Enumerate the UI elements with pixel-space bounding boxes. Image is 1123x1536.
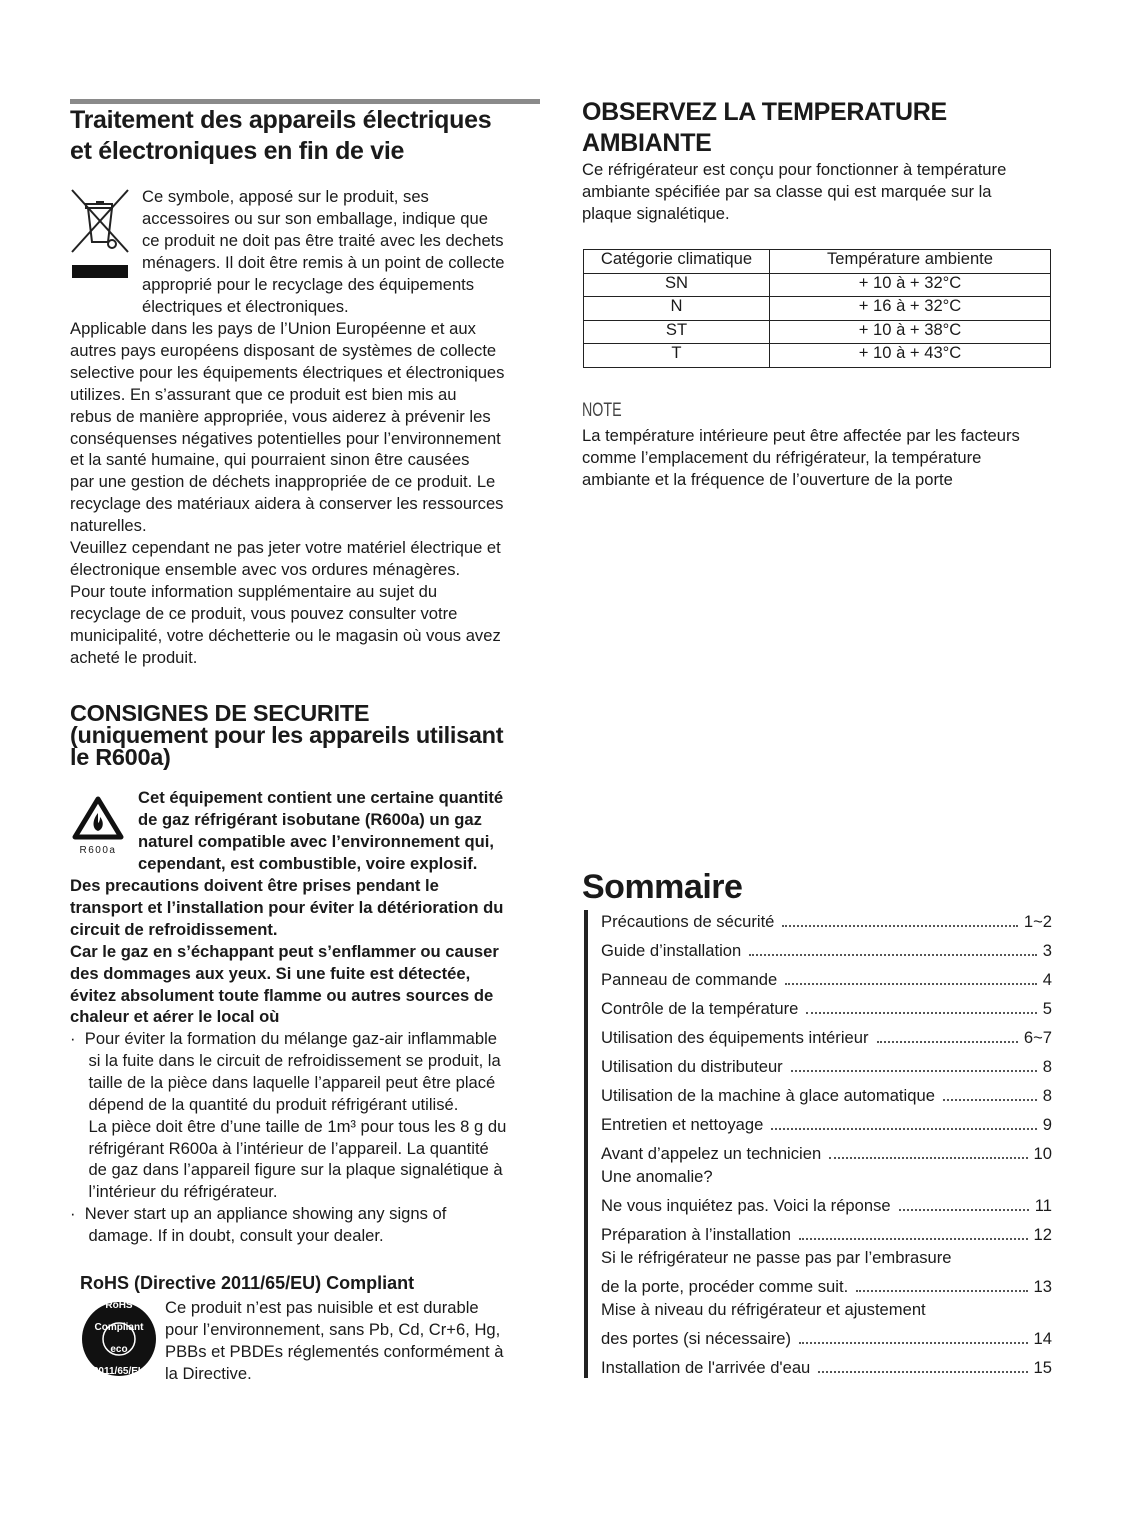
table-row bbox=[584, 273, 1051, 297]
text-line: La température intérieure peut être affectée par les facteurs bbox=[582, 426, 1020, 445]
toc-entry-title: Mise à niveau du réfrigérateur et ajustement bbox=[601, 1300, 926, 1319]
text-line: ambiante et la fréquence de l’ouverture de la porte bbox=[582, 469, 953, 489]
text-line: Des precautions doivent être prises pendant le bbox=[70, 876, 439, 895]
table-cell: SN bbox=[584, 273, 770, 297]
text-line: si la fuite dans le circuit de refroidissement se produit, la bbox=[70, 1050, 501, 1070]
table-cell: + 10 à + 38°C bbox=[770, 320, 1051, 344]
toc-entry-title: de la porte, procéder comme suit. bbox=[601, 1277, 849, 1296]
text-line: et la santé humaine, qui pourraient sinon être causées bbox=[70, 450, 470, 470]
toc-entry[interactable] bbox=[601, 1245, 1052, 1297]
weee-symbol-text bbox=[142, 186, 505, 317]
toc-page-number: 5 bbox=[1042, 999, 1052, 1018]
toc-entry-title: Panneau de commande bbox=[601, 970, 778, 989]
text-line: Traitement des appareils électriques bbox=[70, 106, 492, 134]
toc-entry[interactable] bbox=[601, 1164, 1052, 1216]
text-line: comme l’emplacement du réfrigérateur, la température bbox=[582, 447, 982, 467]
toc-entry[interactable] bbox=[601, 961, 1052, 990]
table-header: Catégorie climatique bbox=[584, 250, 770, 274]
text-line: (uniquement pour les appareils utilisant bbox=[70, 722, 504, 748]
toc-page-number: 4 bbox=[1042, 970, 1052, 989]
text-line: · Never start up an appliance showing any signs of bbox=[70, 1204, 447, 1224]
table-cell: T bbox=[584, 344, 770, 368]
text-line: CONSIGNES DE SECURITE bbox=[70, 700, 370, 726]
text-line: taille de la pièce dans laquelle l’appareil peut être placé bbox=[70, 1072, 496, 1092]
toc-bar bbox=[584, 910, 588, 1378]
text-line: naturel compatible avec l’environnement qui, bbox=[138, 831, 494, 851]
text-line: Ce produit n’est pas nuisible et est durable bbox=[165, 1298, 479, 1317]
toc-entry-title: Utilisation de la machine à glace automatique bbox=[601, 1086, 935, 1105]
text-line: PBBs et PBDEs réglementés conformément à bbox=[165, 1341, 504, 1361]
text-line: transport et l’installation pour éviter la détérioration du bbox=[70, 897, 504, 917]
safety-warning-text bbox=[70, 875, 503, 1028]
text-line: Car le gaz en s’échappant peut s’enflammer ou causer bbox=[70, 941, 499, 961]
text-line: autres pays européens disposant de systèmes de collecte bbox=[70, 340, 497, 360]
text-line: réfrigérant R600a à l’intérieur de l’appareil. La quantité bbox=[70, 1138, 489, 1158]
text-line: recyclage des matériaux aidera à conserver les ressources bbox=[70, 494, 504, 514]
toc-entry-title: Si le réfrigérateur ne passe pas par l’embrasure bbox=[601, 1248, 952, 1267]
table-header-row bbox=[584, 250, 1051, 274]
toc-entry-line bbox=[601, 1187, 1052, 1216]
weee-title bbox=[70, 105, 491, 167]
rohs-title: RoHS (Directive 2011/65/EU) Compliant bbox=[80, 1273, 415, 1293]
text-line: chaleur et aérer le local où bbox=[70, 1007, 280, 1027]
text-line: Veuillez cependant ne pas jeter votre matériel électrique et bbox=[70, 538, 501, 558]
toc-entry[interactable] bbox=[601, 1297, 1052, 1349]
toc-entry[interactable] bbox=[601, 1349, 1052, 1378]
text-line: acheté le produit. bbox=[70, 647, 198, 667]
toc-entry[interactable] bbox=[601, 1077, 1052, 1106]
note-label: NOTE bbox=[582, 400, 622, 421]
rohs-badge-text: RoHS Compliant eco 2011/65/EU bbox=[92, 1300, 146, 1377]
dot-leader bbox=[877, 1041, 1018, 1043]
text-line: selective pour les équipements électriques et électroniques bbox=[70, 362, 505, 382]
text-line: naturelles. bbox=[70, 516, 147, 536]
text-line: évitez absolument toute flamme ou autres sources de bbox=[70, 985, 494, 1005]
toc-page-number: 15 bbox=[1033, 1358, 1052, 1377]
safety-bullets bbox=[70, 1028, 506, 1247]
toc-entry[interactable] bbox=[601, 932, 1052, 961]
toc-entry-title: Guide d’installation bbox=[601, 941, 742, 960]
toc-entry-line bbox=[601, 1320, 1052, 1349]
dot-leader bbox=[806, 1012, 1036, 1014]
dot-leader bbox=[799, 1342, 1028, 1344]
text-line: et électroniques en fin de vie bbox=[70, 137, 405, 165]
ambient-title bbox=[582, 97, 947, 159]
toc-entry-line bbox=[601, 1245, 1052, 1268]
flammable-warning-icon bbox=[72, 796, 124, 856]
text-line: le R600a) bbox=[70, 744, 171, 770]
text-line: l’intérieur du réfrigérateur. bbox=[70, 1182, 278, 1202]
text-line: AMBIANTE bbox=[582, 129, 712, 157]
text-line: approprié pour le recyclage des équipements bbox=[142, 274, 475, 294]
text-line: recyclage de ce produit, vous pouvez consulter votre bbox=[70, 603, 458, 623]
text-line: accessoires ou sur son emballage, indique que bbox=[142, 208, 488, 228]
section-divider bbox=[70, 99, 540, 104]
toc-entry-line bbox=[601, 1297, 1052, 1320]
toc-entry[interactable] bbox=[601, 1019, 1052, 1048]
r600a-label: R600a bbox=[79, 845, 117, 856]
safety-icon-text bbox=[138, 787, 503, 875]
table-cell: + 10 à + 32°C bbox=[770, 273, 1051, 297]
text-line: utilizes. En s’assurant que ce produit est bien mis au bbox=[70, 384, 457, 404]
text-line: ce produit ne doit pas être traité avec les dechets bbox=[142, 230, 504, 250]
text-line: Ce symbole, apposé sur le produit, ses bbox=[142, 187, 429, 206]
dot-leader bbox=[943, 1099, 1037, 1101]
table-cell: ST bbox=[584, 320, 770, 344]
ambient-intro bbox=[582, 159, 1006, 225]
text-line: pour l’environnement, sans Pb, Cd, Cr+6, Hg, bbox=[165, 1319, 501, 1339]
toc-page-number: 14 bbox=[1033, 1329, 1052, 1348]
toc-page-number: 1~2 bbox=[1023, 912, 1052, 931]
text-line: électronique ensemble avec vos ordures ménagères. bbox=[70, 559, 461, 579]
text-line: OBSERVEZ LA TEMPERATURE bbox=[582, 98, 947, 126]
text-line: Cet équipement contient une certaine quantité bbox=[138, 788, 504, 807]
toc-entry-title: Précautions de sécurité bbox=[601, 912, 775, 931]
dot-leader bbox=[829, 1157, 1027, 1159]
text-line: des dommages aux yeux. Si une fuite est détectée, bbox=[70, 963, 471, 983]
text-line: par une gestion de déchets inappropriée de ce produit. Le bbox=[70, 472, 496, 492]
toc-entry-title: Ne vous inquiétez pas. Voici la réponse bbox=[601, 1196, 891, 1215]
dot-leader bbox=[771, 1128, 1036, 1130]
ambient-note bbox=[582, 425, 1020, 491]
table-header: Température ambiente bbox=[770, 250, 1051, 274]
toc-entry-title: Entretien et nettoyage bbox=[601, 1115, 764, 1134]
toc-entry[interactable] bbox=[601, 903, 1052, 932]
table-of-contents bbox=[601, 903, 1052, 1378]
text-line: municipalité, votre déchetterie ou le magasin où vous avez bbox=[70, 625, 501, 645]
toc-entry[interactable] bbox=[601, 1048, 1052, 1077]
toc-entry-line bbox=[601, 1164, 1052, 1187]
toc-entry[interactable] bbox=[601, 1106, 1052, 1135]
toc-entry[interactable] bbox=[601, 1216, 1052, 1245]
table-row bbox=[584, 320, 1051, 344]
toc-entry-title: Une anomalie? bbox=[601, 1167, 713, 1186]
text-line: ménagers. Il doit être remis à un point de collecte bbox=[142, 252, 505, 272]
toc-page-number: 11 bbox=[1034, 1196, 1052, 1215]
text-line: damage. If in doubt, consult your dealer. bbox=[70, 1226, 384, 1246]
text-line: électriques et électroniques. bbox=[142, 296, 349, 316]
dot-leader bbox=[818, 1371, 1027, 1373]
rohs-compliant-badge bbox=[80, 1300, 158, 1378]
toc-page-number: 13 bbox=[1033, 1277, 1052, 1296]
toc-page-number: 8 bbox=[1042, 1086, 1052, 1105]
toc-page-number: 9 bbox=[1042, 1115, 1052, 1134]
text-line: La pièce doit être d’une taille de 1m³ pour tous les 8 g du bbox=[70, 1116, 507, 1136]
toc-entry-title: Contrôle de la température bbox=[601, 999, 799, 1018]
toc-entry[interactable] bbox=[601, 1135, 1052, 1164]
toc-page-number: 10 bbox=[1033, 1144, 1052, 1163]
text-line: Ce réfrigérateur est conçu pour fonctionner à température bbox=[582, 160, 1007, 179]
toc-entry-title: Utilisation du distributeur bbox=[601, 1057, 783, 1076]
toc-entry-title: Préparation à l’installation bbox=[601, 1225, 792, 1244]
text-line: Applicable dans les pays de l’Union Européenne et aux bbox=[70, 319, 476, 338]
weee-body bbox=[70, 318, 504, 669]
text-line: circuit de refroidissement. bbox=[70, 919, 278, 939]
toc-title: Sommaire bbox=[582, 868, 743, 906]
toc-page-number: 8 bbox=[1042, 1057, 1052, 1076]
text-line: de gaz réfrigérant isobutane (R600a) un gaz bbox=[138, 809, 482, 829]
dot-leader bbox=[899, 1209, 1029, 1211]
climate-class-table bbox=[583, 249, 1051, 368]
text-line: dépend de la quantité du produit réfrigérant utilisé. bbox=[70, 1094, 459, 1114]
toc-entry-line bbox=[601, 1268, 1052, 1297]
dot-leader bbox=[782, 925, 1017, 927]
text-line: Pour toute information supplémentaire au sujet du bbox=[70, 581, 438, 601]
text-line: · Pour éviter la formation du mélange gaz-air inflammable bbox=[70, 1029, 498, 1048]
table-cell: + 10 à + 43°C bbox=[770, 344, 1051, 368]
text-line: la Directive. bbox=[165, 1363, 252, 1383]
text-line: conséquenses négatives potentielles pour l’environnement bbox=[70, 428, 501, 448]
toc-page-number: 6~7 bbox=[1023, 1028, 1052, 1047]
toc-page-number: 12 bbox=[1033, 1225, 1052, 1244]
dot-leader bbox=[799, 1238, 1028, 1240]
table-cell: + 16 à + 32°C bbox=[770, 297, 1051, 321]
table-row bbox=[584, 297, 1051, 321]
dot-leader bbox=[791, 1070, 1037, 1072]
text-line: ambiante spécifiée par sa classe qui est marquée sur la bbox=[582, 181, 992, 201]
toc-entry[interactable] bbox=[601, 990, 1052, 1019]
rohs-text bbox=[165, 1297, 503, 1385]
toc-entry-title: des portes (si nécessaire) bbox=[601, 1329, 791, 1348]
text-line: cependant, est combustible, voire explosif. bbox=[138, 853, 478, 873]
dot-leader bbox=[749, 954, 1037, 956]
dot-leader bbox=[856, 1290, 1027, 1292]
toc-entry-title: Avant d’appelez un technicien bbox=[601, 1144, 822, 1163]
safety-title bbox=[70, 702, 503, 768]
toc-page-number: 3 bbox=[1042, 941, 1052, 960]
text-line: de gaz dans l’appareil figure sur la plaque signalétique à bbox=[70, 1160, 503, 1180]
text-line: rebus de manière appropriée, vous aiderez à prévenir les bbox=[70, 406, 491, 426]
text-line: plaque signalétique. bbox=[582, 203, 730, 223]
dot-leader bbox=[785, 983, 1037, 985]
table-cell: N bbox=[584, 297, 770, 321]
table-row bbox=[584, 344, 1051, 368]
toc-entry-title: Installation de l'arrivée d'eau bbox=[601, 1358, 811, 1377]
crossed-bin-icon bbox=[70, 188, 132, 278]
toc-entry-title: Utilisation des équipements intérieur bbox=[601, 1028, 869, 1047]
